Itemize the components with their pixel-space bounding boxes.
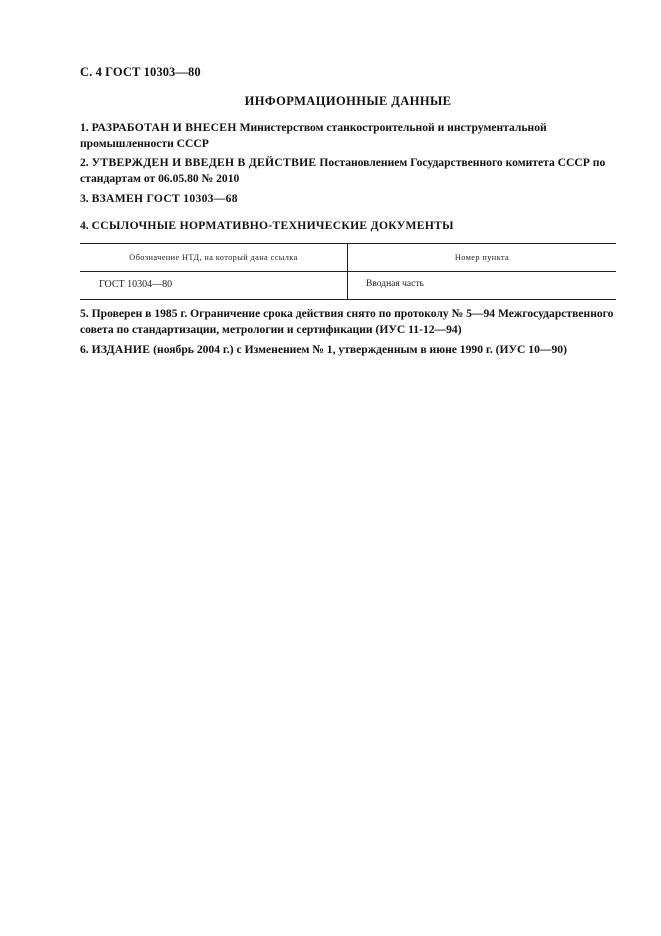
item-heading: ИЗДАНИЕ <box>91 343 151 356</box>
item-text: Проверен в 1985 г. Ограничение срока действия снято по протоколу № 5—94 Межгосударственного совета по стандартизации, метрологии и сертификации (ИУС 11-12—94) <box>80 307 614 336</box>
info-item-1 <box>80 120 617 151</box>
info-item-4 <box>80 218 617 234</box>
item-number: 3. <box>80 192 89 205</box>
item-number: 4. <box>80 219 89 232</box>
info-item-6 <box>80 342 617 358</box>
item-number: 5. <box>80 307 89 320</box>
item-number: 2. <box>80 156 89 169</box>
info-item-2 <box>80 155 617 186</box>
section-title: ИНФОРМАЦИОННЫЕ ДАННЫЕ <box>244 94 452 108</box>
info-item-3 <box>80 191 617 207</box>
table-cell-ntd: ГОСТ 10304—80 <box>99 279 173 290</box>
item-heading: УТВЕРЖДЕН И ВВЕДЕН В ДЕЙСТВИЕ <box>91 156 317 169</box>
item-text: Министерством станкостроительной и инструментальной промышленности СССР <box>80 121 547 150</box>
item-heading: РАЗРАБОТАН И ВНЕСЕН <box>91 121 237 134</box>
item-text: (ноябрь 2004 г.) с Изменением № 1, утвержденным в июне 1990 г. (ИУС 10—90) <box>153 343 567 356</box>
table-header-clause: Номер пункта <box>454 253 510 262</box>
item-number: 6. <box>80 343 89 356</box>
table-header-divider <box>80 271 616 272</box>
page-header: С. 4 ГОСТ 10303—80 <box>80 65 201 79</box>
reference-table <box>80 243 616 300</box>
item-number: 1. <box>80 121 89 134</box>
info-item-5 <box>80 306 617 337</box>
table-header-ntd: Обозначение НТД, на который дана ссылка <box>129 253 298 262</box>
table-cell-clause: Вводная часть <box>366 279 424 289</box>
item-text: Постановлением Государственного комитета СССР по стандартам от 06.05.80 № 2010 <box>80 156 606 185</box>
item-heading: ВЗАМЕН ГОСТ 10303—68 <box>91 192 238 205</box>
item-heading: ССЫЛОЧНЫЕ НОРМАТИВНО-ТЕХНИЧЕСКИЕ ДОКУМЕНТЫ <box>91 219 454 232</box>
